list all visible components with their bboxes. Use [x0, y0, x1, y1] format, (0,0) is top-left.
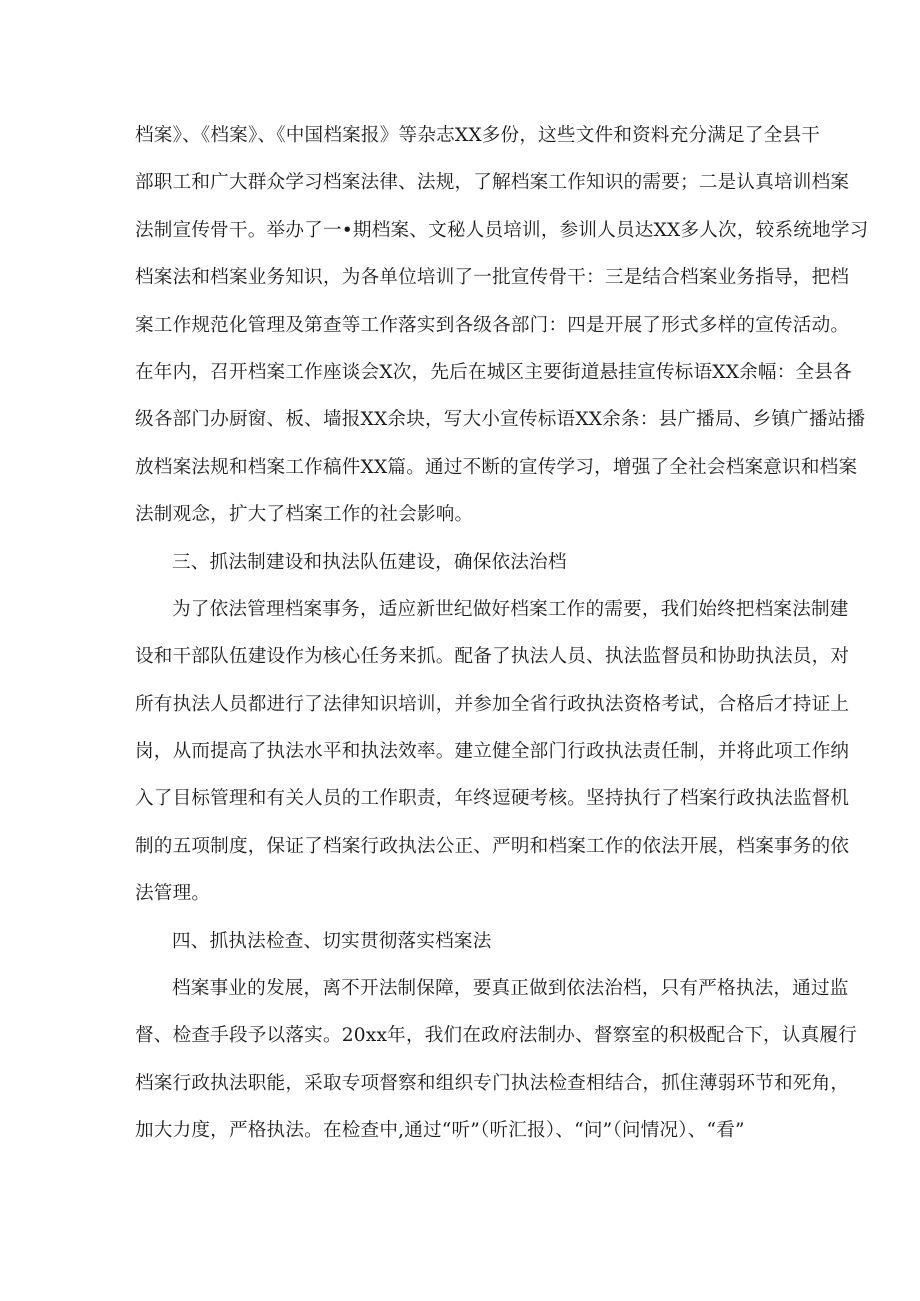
- text-line: 督、检查手段予以落实。20xx年，我们在政府法制办、督察室的积极配合下，认真履行: [135, 1025, 858, 1047]
- text-line: 级各部门办厨窗、板、墙报XX余块，写大小宣传标语XX余条：县广播局、乡镇广播站播: [135, 409, 866, 431]
- text-line: 加大力度，严格执法。在检查中,通过“听”（听汇报）、“问”（问情况）、“看”: [135, 1120, 745, 1142]
- text-line: 放档案法规和档案工作稿件XX篇。通过不断的宣传学习，增强了全社会档案意识和档案: [135, 456, 858, 478]
- section-heading-4: 四、抓执法检查、切实贯彻落实档案法: [172, 930, 492, 952]
- text-line: 制的五项制度，保证了档案行政执法公正、严明和档案工作的依法开展，档案事务的依: [135, 835, 850, 857]
- text-line: 部职工和广大群众学习档案法律、法规，了解档案工作知识的需要；二是认真培训档案: [135, 172, 850, 194]
- text-line: 所有执法人员都进行了法律知识培训，并参加全省行政执法资格考试，合格后才持证上: [135, 693, 850, 715]
- text-line: 入了目标管理和有关人员的工作职责，年终逗硬考核。坚持执行了档案行政执法监督机: [135, 788, 850, 810]
- text-line: 案工作规范化管理及第查等工作落实到各级各部门：四是开展了形式多样的宣传活动。: [135, 314, 850, 336]
- text-line: 档案行政执法职能，采取专项督察和组织专门执法检查相结合，抓住薄弱环节和死角，: [135, 1072, 850, 1094]
- text-line: 档案法和档案业务知识，为各单位培训了一批宣传骨干：三是结合档案业务指导，把档: [135, 267, 850, 289]
- section-heading-3: 三、抓法制建设和执法队伍建设，确保依法治档: [172, 551, 567, 573]
- text-line: 设和干部队伍建设作为核心任务来抓。配备了执法人员、执法监督员和协助执法员，对: [135, 646, 850, 668]
- document-body: [135, 112, 869, 1155]
- text-line: 法管理。: [135, 883, 211, 905]
- text-line: 档案事业的发展，离不开法制保障，要真正做到依法治档，只有严格执法，通过监: [172, 978, 849, 1000]
- text-line: 法制宣传骨干。举办了一•期档案、文秘人员培训，参训人员达XX多人次，较系统地学习: [135, 219, 869, 241]
- text-line: 岗，从而提高了执法水平和执法效率。建立健全部门行政执法责任制，并将此项工作纳: [135, 741, 850, 763]
- text-line: 在年内，召开档案工作座谈会X次，先后在城区主要街道悬挂宣传标语XX余幅：全县各: [135, 361, 852, 383]
- text-line: 档案》、《档案》、《中国档案报》等杂志XX多份，这些文件和资料充分满足了全县干: [135, 125, 821, 146]
- text-line: 为了依法管理档案事务，适应新世纪做好档案工作的需要，我们始终把档案法制建: [172, 598, 849, 620]
- text-line: 法制观念，扩大了档案工作的社会影响。: [135, 504, 474, 526]
